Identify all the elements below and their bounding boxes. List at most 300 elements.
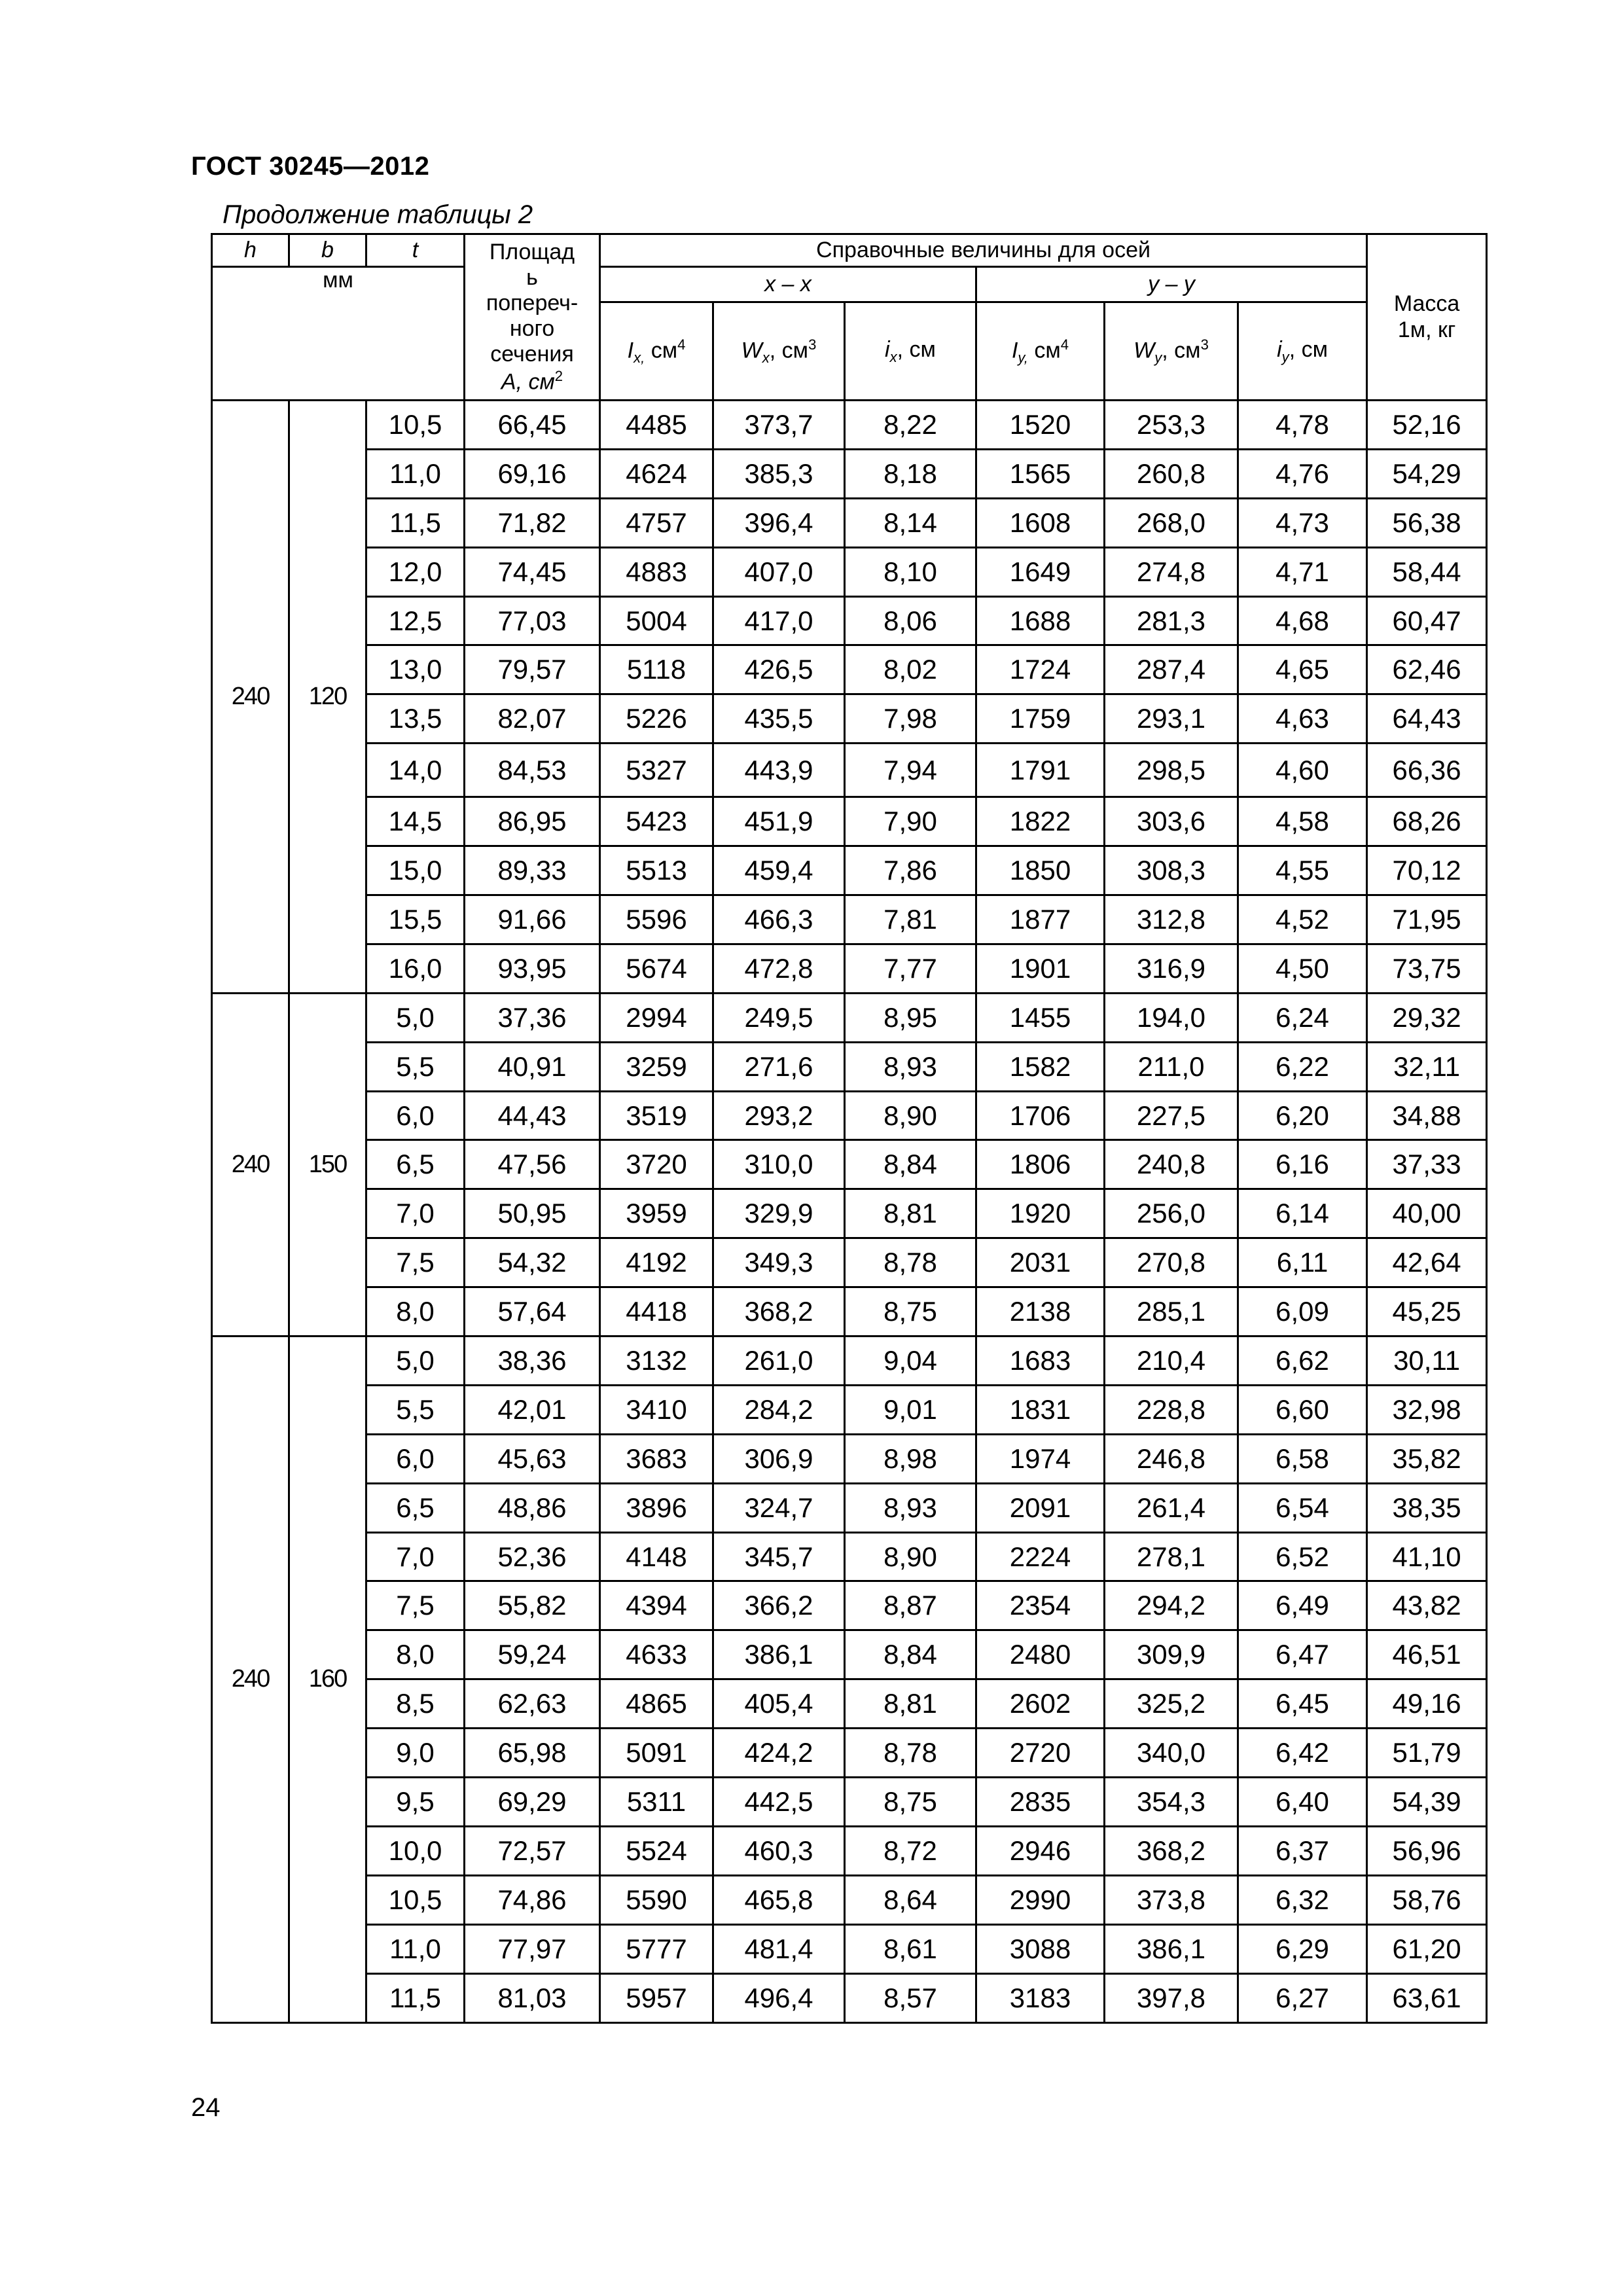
cell-mass: 54,29	[1367, 449, 1487, 498]
header-col-Iy: $I_{y,}$ $см^4$	[976, 302, 1105, 401]
cell-Ix: 3720	[600, 1140, 713, 1189]
cell-Iy: 1706	[976, 1091, 1105, 1140]
header-col-iy: $i_y$, см	[1238, 302, 1367, 401]
cell-Iy: 3183	[976, 1973, 1105, 2022]
cell-Ix: 5327	[600, 744, 713, 797]
cell-area: 82,07	[465, 694, 600, 744]
cell-Ix: 5004	[600, 596, 713, 645]
cell-t: 11,5	[366, 498, 465, 547]
cell-area: 42,01	[465, 1385, 600, 1434]
cell-Wx: 310,0	[713, 1140, 845, 1189]
cell-iy: 4,52	[1238, 895, 1367, 944]
cell-Wx: 481,4	[713, 1924, 845, 1973]
cell-Iy: 1791	[976, 744, 1105, 797]
cell-Ix: 5311	[600, 1778, 713, 1827]
cell-Wy: 270,8	[1105, 1238, 1238, 1287]
cell-ix: 8,87	[845, 1581, 976, 1630]
cell-ix: 7,77	[845, 944, 976, 993]
header-mass-line: Масса	[1393, 291, 1460, 317]
cell-iy: 6,37	[1238, 1826, 1367, 1875]
cell-Wx: 306,9	[713, 1434, 845, 1483]
header-area-symbol: A, $см^2$	[501, 367, 563, 394]
cell-ix: 8,06	[845, 596, 976, 645]
cell-Wy: 293,1	[1105, 694, 1238, 744]
table-row	[212, 797, 1487, 846]
cell-iy: 6,11	[1238, 1238, 1367, 1287]
cell-Iy: 1688	[976, 596, 1105, 645]
cell-area: 84,53	[465, 744, 600, 797]
cell-Wx: 271,6	[713, 1042, 845, 1091]
cell-iy: 6,20	[1238, 1091, 1367, 1140]
cell-mass: 43,82	[1367, 1581, 1487, 1630]
cell-Wy: 240,8	[1105, 1140, 1238, 1189]
table-row	[212, 1875, 1487, 1924]
cell-mass: 35,82	[1367, 1434, 1487, 1483]
table-row	[212, 846, 1487, 895]
cell-t: 5,0	[366, 993, 465, 1042]
cell-Wx: 249,5	[713, 993, 845, 1042]
cell-area: 62,63	[465, 1679, 600, 1729]
cell-Wx: 405,4	[713, 1679, 845, 1729]
cell-area: 89,33	[465, 846, 600, 895]
table-row	[212, 596, 1487, 645]
cell-Wy: 373,8	[1105, 1875, 1238, 1924]
cell-mass: 42,64	[1367, 1238, 1487, 1287]
cell-t: 7,5	[366, 1581, 465, 1630]
cell-Wy: 268,0	[1105, 498, 1238, 547]
cell-ix: 8,18	[845, 449, 976, 498]
cell-ix: 8,90	[845, 1532, 976, 1581]
cell-area: 48,86	[465, 1483, 600, 1532]
table-row	[212, 1924, 1487, 1973]
cell-Wx: 373,7	[713, 401, 845, 450]
cell-iy: 6,09	[1238, 1287, 1367, 1336]
cell-Wx: 329,9	[713, 1189, 845, 1238]
profile-table	[211, 233, 1488, 2024]
cell-ix: 9,01	[845, 1385, 976, 1434]
cell-iy: 6,45	[1238, 1679, 1367, 1729]
cell-area: 77,03	[465, 596, 600, 645]
cell-Ix: 5118	[600, 645, 713, 694]
table-row	[212, 401, 1487, 450]
cell-area: 69,29	[465, 1778, 600, 1827]
cell-Wx: 417,0	[713, 596, 845, 645]
cell-Iy: 1565	[976, 449, 1105, 498]
cell-Wx: 451,9	[713, 797, 845, 846]
cell-Wy: 340,0	[1105, 1729, 1238, 1778]
cell-iy: 6,62	[1238, 1336, 1367, 1386]
cell-mass: 34,88	[1367, 1091, 1487, 1140]
cell-t: 6,0	[366, 1434, 465, 1483]
cell-ix: 8,98	[845, 1434, 976, 1483]
cell-Ix: 3959	[600, 1189, 713, 1238]
cell-Iy: 1877	[976, 895, 1105, 944]
cell-Wy: 287,4	[1105, 645, 1238, 694]
cell-Wy: 256,0	[1105, 1189, 1238, 1238]
cell-iy: 6,52	[1238, 1532, 1367, 1581]
table-row	[212, 1729, 1487, 1778]
cell-Iy: 1582	[976, 1042, 1105, 1091]
cell-area: 81,03	[465, 1973, 600, 2022]
cell-Iy: 2602	[976, 1679, 1105, 1729]
cell-t: 6,5	[366, 1483, 465, 1532]
cell-Ix: 4418	[600, 1287, 713, 1336]
cell-Wy: 386,1	[1105, 1924, 1238, 1973]
cell-t: 7,0	[366, 1532, 465, 1581]
cell-mass: 66,36	[1367, 744, 1487, 797]
cell-Ix: 5674	[600, 944, 713, 993]
cell-h: 240	[212, 1336, 289, 2022]
cell-iy: 4,78	[1238, 401, 1367, 450]
table-caption: Продолжение таблицы 2	[223, 200, 533, 229]
cell-area: 74,86	[465, 1875, 600, 1924]
table-row	[212, 1532, 1487, 1581]
cell-Ix: 4394	[600, 1581, 713, 1630]
table-body	[212, 401, 1487, 2023]
cell-Iy: 3088	[976, 1924, 1105, 1973]
cell-area: 77,97	[465, 1924, 600, 1973]
cell-Wx: 424,2	[713, 1729, 845, 1778]
cell-b: 150	[289, 993, 366, 1336]
cell-Wx: 426,5	[713, 645, 845, 694]
cell-Iy: 2480	[976, 1630, 1105, 1679]
cell-mass: 38,35	[1367, 1483, 1487, 1532]
table-row	[212, 1385, 1487, 1434]
header-b: b	[289, 234, 366, 267]
cell-Wy: 194,0	[1105, 993, 1238, 1042]
cell-iy: 6,14	[1238, 1189, 1367, 1238]
cell-ix: 8,72	[845, 1826, 976, 1875]
cell-Wy: 261,4	[1105, 1483, 1238, 1532]
cell-t: 8,0	[366, 1287, 465, 1336]
cell-ix: 8,90	[845, 1091, 976, 1140]
cell-mass: 62,46	[1367, 645, 1487, 694]
cell-area: 45,63	[465, 1434, 600, 1483]
header-area-line: сечения	[490, 342, 574, 367]
header-axis-x: x – x	[600, 267, 976, 302]
cell-ix: 8,93	[845, 1483, 976, 1532]
cell-h: 240	[212, 993, 289, 1336]
cell-mass: 40,00	[1367, 1189, 1487, 1238]
cell-Ix: 3683	[600, 1434, 713, 1483]
cell-t: 5,5	[366, 1042, 465, 1091]
cell-mass: 56,38	[1367, 498, 1487, 547]
cell-iy: 6,29	[1238, 1924, 1367, 1973]
cell-ix: 7,98	[845, 694, 976, 744]
cell-Ix: 4757	[600, 498, 713, 547]
cell-Iy: 1974	[976, 1434, 1105, 1483]
cell-ix: 8,81	[845, 1189, 976, 1238]
cell-Iy: 2031	[976, 1238, 1105, 1287]
cell-Ix: 5777	[600, 1924, 713, 1973]
cell-Iy: 2091	[976, 1483, 1105, 1532]
cell-ix: 8,84	[845, 1140, 976, 1189]
cell-Wy: 316,9	[1105, 944, 1238, 993]
table-row	[212, 1140, 1487, 1189]
cell-t: 11,5	[366, 1973, 465, 2022]
cell-iy: 6,27	[1238, 1973, 1367, 2022]
header-col-Wy: $W_y$, $см^3$	[1105, 302, 1238, 401]
cell-ix: 7,94	[845, 744, 976, 797]
cell-t: 13,5	[366, 694, 465, 744]
cell-Wy: 210,4	[1105, 1336, 1238, 1386]
cell-Ix: 3259	[600, 1042, 713, 1091]
cell-Iy: 1831	[976, 1385, 1105, 1434]
table-row	[212, 694, 1487, 744]
header-area-line: ь	[526, 265, 538, 291]
cell-ix: 8,78	[845, 1729, 976, 1778]
cell-Wx: 472,8	[713, 944, 845, 993]
cell-mass: 29,32	[1367, 993, 1487, 1042]
cell-mass: 46,51	[1367, 1630, 1487, 1679]
cell-Wy: 211,0	[1105, 1042, 1238, 1091]
cell-area: 79,57	[465, 645, 600, 694]
cell-Wy: 274,8	[1105, 547, 1238, 596]
cell-t: 10,5	[366, 1875, 465, 1924]
cell-ix: 8,81	[845, 1679, 976, 1729]
cell-mass: 70,12	[1367, 846, 1487, 895]
cell-ix: 8,75	[845, 1287, 976, 1336]
cell-Wy: 294,2	[1105, 1581, 1238, 1630]
cell-Ix: 4485	[600, 401, 713, 450]
table-row	[212, 498, 1487, 547]
cell-ix: 8,22	[845, 401, 976, 450]
cell-iy: 4,50	[1238, 944, 1367, 993]
cell-Iy: 2720	[976, 1729, 1105, 1778]
cell-iy: 6,40	[1238, 1778, 1367, 1827]
cell-mass: 58,76	[1367, 1875, 1487, 1924]
cell-Ix: 5957	[600, 1973, 713, 2022]
cell-t: 7,0	[366, 1189, 465, 1238]
cell-ix: 7,86	[845, 846, 976, 895]
cell-iy: 4,68	[1238, 596, 1367, 645]
cell-area: 37,36	[465, 993, 600, 1042]
cell-area: 93,95	[465, 944, 600, 993]
cell-Wy: 228,8	[1105, 1385, 1238, 1434]
cell-iy: 6,24	[1238, 993, 1367, 1042]
cell-Ix: 2994	[600, 993, 713, 1042]
cell-Wy: 325,2	[1105, 1679, 1238, 1729]
cell-t: 8,5	[366, 1679, 465, 1729]
cell-Wx: 368,2	[713, 1287, 845, 1336]
table-row	[212, 645, 1487, 694]
cell-Ix: 3519	[600, 1091, 713, 1140]
cell-mass: 37,33	[1367, 1140, 1487, 1189]
cell-iy: 4,76	[1238, 449, 1367, 498]
cell-Ix: 5226	[600, 694, 713, 744]
cell-t: 9,0	[366, 1729, 465, 1778]
cell-Ix: 5513	[600, 846, 713, 895]
cell-Iy: 1520	[976, 401, 1105, 450]
cell-Wx: 324,7	[713, 1483, 845, 1532]
cell-ix: 8,95	[845, 993, 976, 1042]
cell-Wy: 308,3	[1105, 846, 1238, 895]
cell-Ix: 4192	[600, 1238, 713, 1287]
cell-Wx: 496,4	[713, 1973, 845, 2022]
cell-area: 66,45	[465, 401, 600, 450]
cell-ix: 8,75	[845, 1778, 976, 1827]
cell-Ix: 4148	[600, 1532, 713, 1581]
page-number: 24	[191, 2093, 221, 2122]
cell-area: 47,56	[465, 1140, 600, 1189]
cell-t: 9,5	[366, 1778, 465, 1827]
cell-area: 86,95	[465, 797, 600, 846]
cell-ix: 8,64	[845, 1875, 976, 1924]
cell-Wx: 465,8	[713, 1875, 845, 1924]
table-row	[212, 1287, 1487, 1336]
cell-Wx: 459,4	[713, 846, 845, 895]
cell-ix: 7,90	[845, 797, 976, 846]
cell-mass: 30,11	[1367, 1336, 1487, 1386]
cell-t: 12,5	[366, 596, 465, 645]
header-area-line: Площад	[489, 240, 575, 265]
cell-t: 11,0	[366, 449, 465, 498]
cell-ix: 9,04	[845, 1336, 976, 1386]
cell-Ix: 5091	[600, 1729, 713, 1778]
header-area-line: попереч-	[486, 291, 579, 316]
document-title: ГОСТ 30245—2012	[191, 152, 430, 181]
cell-b: 120	[289, 401, 366, 994]
cell-mass: 73,75	[1367, 944, 1487, 993]
cell-Wx: 386,1	[713, 1630, 845, 1679]
cell-iy: 6,42	[1238, 1729, 1367, 1778]
cell-mass: 52,16	[1367, 401, 1487, 450]
cell-Wy: 278,1	[1105, 1532, 1238, 1581]
cell-Iy: 1901	[976, 944, 1105, 993]
header-mass	[1367, 234, 1487, 401]
cell-Wy: 260,8	[1105, 449, 1238, 498]
cell-mass: 61,20	[1367, 1924, 1487, 1973]
cell-Iy: 1608	[976, 498, 1105, 547]
cell-Wy: 309,9	[1105, 1630, 1238, 1679]
cell-ix: 8,84	[845, 1630, 976, 1679]
cell-Wy: 303,6	[1105, 797, 1238, 846]
cell-iy: 4,63	[1238, 694, 1367, 744]
cell-area: 40,91	[465, 1042, 600, 1091]
header-axis-y: y – y	[976, 267, 1367, 302]
cell-Wy: 368,2	[1105, 1826, 1238, 1875]
header-col-Ix: $I_{x,}$ $см^4$	[600, 302, 713, 401]
cell-h: 240	[212, 401, 289, 994]
cell-iy: 4,71	[1238, 547, 1367, 596]
cell-mass: 49,16	[1367, 1679, 1487, 1729]
table-row	[212, 1434, 1487, 1483]
cell-t: 13,0	[366, 645, 465, 694]
cell-Wy: 298,5	[1105, 744, 1238, 797]
cell-area: 54,32	[465, 1238, 600, 1287]
cell-mass: 41,10	[1367, 1532, 1487, 1581]
cell-t: 12,0	[366, 547, 465, 596]
cell-Wx: 442,5	[713, 1778, 845, 1827]
cell-t: 6,5	[366, 1140, 465, 1189]
cell-Ix: 3132	[600, 1336, 713, 1386]
cell-Wx: 466,3	[713, 895, 845, 944]
cell-area: 91,66	[465, 895, 600, 944]
cell-area: 57,64	[465, 1287, 600, 1336]
cell-mass: 68,26	[1367, 797, 1487, 846]
cell-area: 74,45	[465, 547, 600, 596]
table-row	[212, 1238, 1487, 1287]
table-row	[212, 1336, 1487, 1386]
cell-Wy: 312,8	[1105, 895, 1238, 944]
cell-Iy: 2138	[976, 1287, 1105, 1336]
table-row	[212, 1679, 1487, 1729]
cell-t: 7,5	[366, 1238, 465, 1287]
cell-iy: 6,54	[1238, 1483, 1367, 1532]
cell-Ix: 4633	[600, 1630, 713, 1679]
cell-ix: 8,10	[845, 547, 976, 596]
table-row	[212, 1826, 1487, 1875]
cell-iy: 6,47	[1238, 1630, 1367, 1679]
cell-mass: 63,61	[1367, 1973, 1487, 2022]
cell-t: 11,0	[366, 1924, 465, 1973]
cell-iy: 6,16	[1238, 1140, 1367, 1189]
cell-Iy: 1850	[976, 846, 1105, 895]
table-row	[212, 1630, 1487, 1679]
table-row	[212, 744, 1487, 797]
table-header	[212, 234, 1487, 401]
cell-t: 14,0	[366, 744, 465, 797]
cell-Wy: 354,3	[1105, 1778, 1238, 1827]
cell-iy: 4,55	[1238, 846, 1367, 895]
cell-area: 65,98	[465, 1729, 600, 1778]
cell-Iy: 1649	[976, 547, 1105, 596]
cell-mass: 32,11	[1367, 1042, 1487, 1091]
cell-Iy: 1455	[976, 993, 1105, 1042]
cell-Ix: 5596	[600, 895, 713, 944]
cell-Iy: 2224	[976, 1532, 1105, 1581]
cell-Wx: 293,2	[713, 1091, 845, 1140]
cell-mass: 64,43	[1367, 694, 1487, 744]
cell-ix: 8,02	[845, 645, 976, 694]
table-row	[212, 1973, 1487, 2022]
cell-iy: 6,32	[1238, 1875, 1367, 1924]
cell-ix: 8,61	[845, 1924, 976, 1973]
cell-mass: 71,95	[1367, 895, 1487, 944]
cell-t: 5,5	[366, 1385, 465, 1434]
cell-iy: 4,65	[1238, 645, 1367, 694]
cell-Iy: 1920	[976, 1189, 1105, 1238]
cell-iy: 4,73	[1238, 498, 1367, 547]
cell-mass: 51,79	[1367, 1729, 1487, 1778]
table-row	[212, 1581, 1487, 1630]
cell-Ix: 4624	[600, 449, 713, 498]
cell-t: 16,0	[366, 944, 465, 993]
cell-area: 44,43	[465, 1091, 600, 1140]
cell-Wy: 281,3	[1105, 596, 1238, 645]
cell-area: 69,16	[465, 449, 600, 498]
cell-ix: 8,78	[845, 1238, 976, 1287]
cell-Wx: 349,3	[713, 1238, 845, 1287]
cell-Wx: 443,9	[713, 744, 845, 797]
table-row	[212, 1483, 1487, 1532]
cell-Iy: 2835	[976, 1778, 1105, 1827]
header-col-ix: $i_x$, см	[845, 302, 976, 401]
cell-Wx: 407,0	[713, 547, 845, 596]
cell-Ix: 4865	[600, 1679, 713, 1729]
header-h: h	[212, 234, 289, 267]
cell-Iy: 1822	[976, 797, 1105, 846]
cell-ix: 7,81	[845, 895, 976, 944]
cell-Ix: 3896	[600, 1483, 713, 1532]
cell-Ix: 5524	[600, 1826, 713, 1875]
cell-t: 15,0	[366, 846, 465, 895]
cell-area: 38,36	[465, 1336, 600, 1386]
cell-Wx: 396,4	[713, 498, 845, 547]
cell-iy: 4,58	[1238, 797, 1367, 846]
cell-b: 160	[289, 1336, 366, 2022]
cell-t: 5,0	[366, 1336, 465, 1386]
